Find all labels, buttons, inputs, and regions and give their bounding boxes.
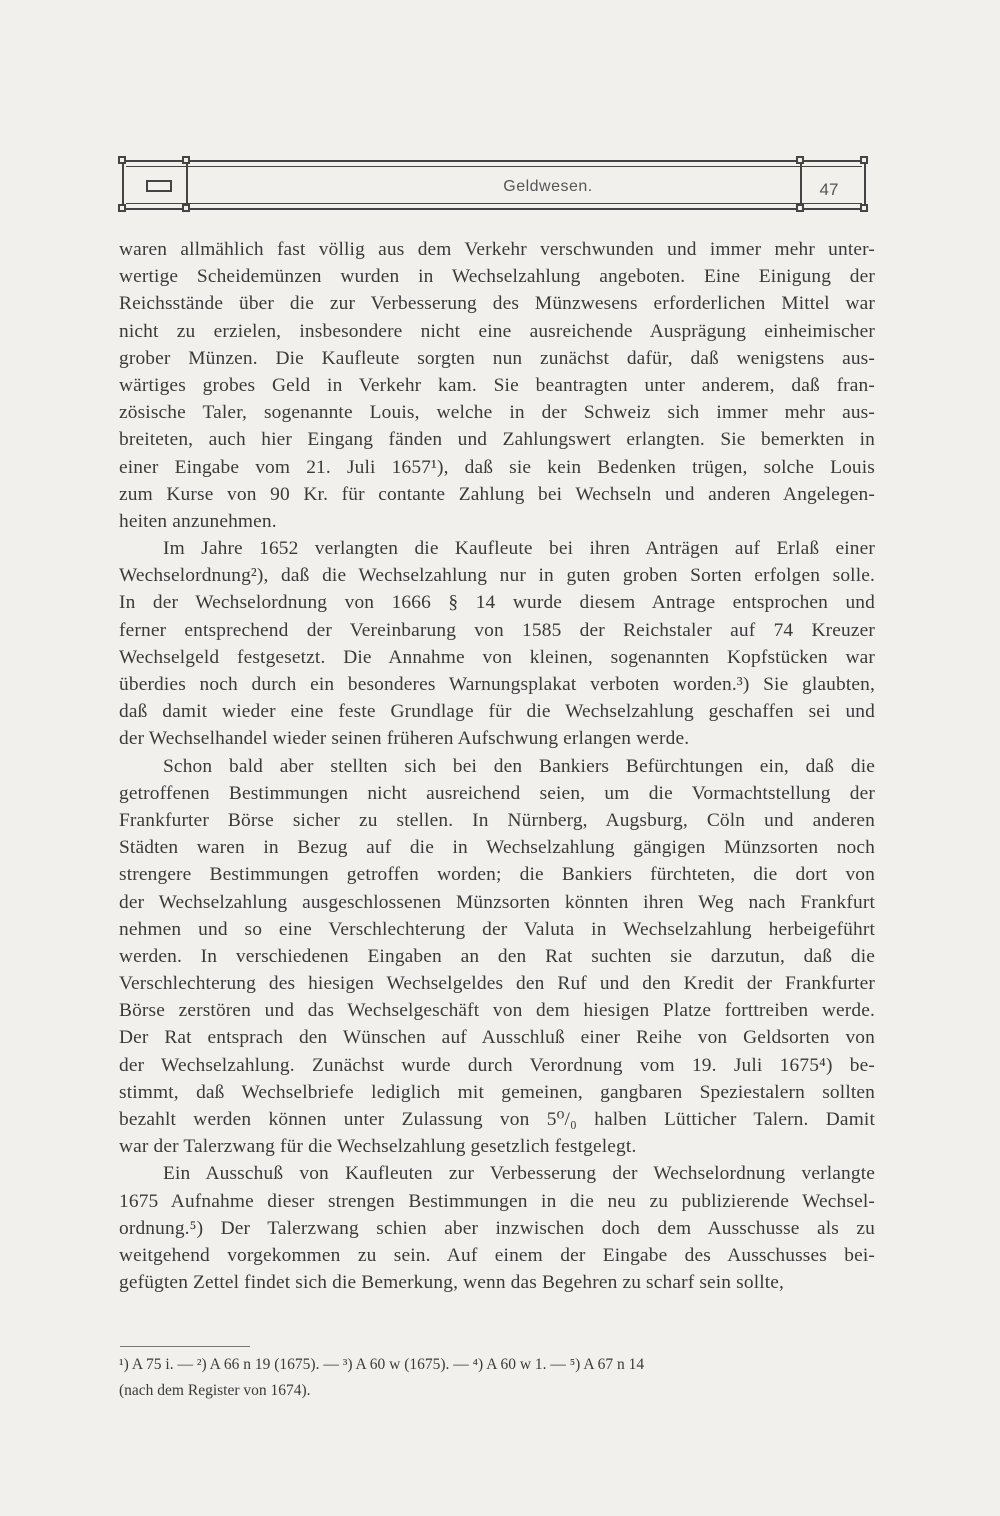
text-line: In der Wechselordnung von 1666 § 14 wurde diesem Antrage entsprochen und — [119, 592, 875, 614]
text-line: Börse zerstören und das Wechselgeschäft von dem hiesigen Platze forttreiben werde. — [119, 1000, 875, 1022]
text-line: der Wechselzahlung ausgeschlossenen Münzsorten könnten ihren Weg nach Frankfurt — [119, 891, 875, 913]
page-number: 47 — [819, 180, 839, 199]
text-line: gefügten Zettel findet sich die Bemerkung, wenn das Begehren zu scharf sein sollte, — [119, 1272, 785, 1294]
text-line: nicht zu erzielen, insbesondere nicht eine ausreichende Ausprägung einheimischer — [119, 320, 875, 342]
text-line: Wechselordnung²), daß die Wechselzahlung nur in guten groben Sorten erfolgen solle. — [119, 565, 875, 587]
text-line: stimmt, daß Wechselbriefe lediglich mit gemeinen, gangbaren Speziestalern sollten — [119, 1081, 875, 1103]
footnote-line: ¹) A 75 i. — ²) A 66 n 19 (1675). — ³) A 60 w (1675). — ⁴) A 60 w 1. — ⁵) A 67 n 14 — [119, 1356, 645, 1373]
header-left-divider — [186, 160, 188, 210]
text-line: werden. In verschiedenen Eingaben an den Rat suchten sie darzutun, daß die — [119, 945, 875, 967]
text-line: wertige Scheidemünzen wurden in Wechselzahlung angeboten. Eine Einigung der — [119, 266, 875, 288]
text-line: Wechselgeld festgesetzt. Die Annahme von kleinen, sogenannten Kopfstücken war — [119, 646, 875, 668]
text-line: Im Jahre 1652 verlangten die Kaufleute bei ihren Anträgen auf Erlaß einer — [163, 538, 875, 560]
text-line: Der Rat entsprach den Wünschen auf Ausschluß einer Reihe von Geldsorten von — [119, 1027, 875, 1049]
header-title: Geldwesen. — [503, 178, 593, 195]
header-corner-node — [860, 204, 868, 212]
header-corner-node — [860, 156, 868, 164]
rectangle-ornament-icon — [146, 180, 172, 192]
header-corner-node — [796, 156, 804, 164]
text-line: nehmen und so eine Verschlechterung der Valuta in Wechselzahlung herbeigeführt — [119, 918, 875, 940]
header-left-edge — [122, 160, 124, 210]
header-top-rule — [122, 160, 866, 162]
text-line: daß damit wieder eine feste Grundlage für die Wechselzahlung geschaffen sei und — [119, 701, 875, 723]
footnotes — [119, 1352, 879, 1404]
text-line: Ein Ausschuß von Kaufleuten zur Verbesserung der Wechselordnung verlangte — [163, 1163, 875, 1185]
text-line: Verschlechterung des hiesigen Wechselgeldes den Ruf und den Kredit der Frankfurter — [119, 973, 875, 995]
footnote-rule — [120, 1346, 250, 1347]
paragraph — [119, 535, 875, 753]
header-inner-bottom-rule — [126, 203, 862, 204]
header-corner-node — [118, 204, 126, 212]
running-header — [118, 156, 870, 218]
text-line: zösische Taler, sogenannte Louis, welche in der Schweiz sich immer mehr aus- — [119, 402, 875, 424]
text-line: war der Talerzwang für die Wechselzahlung gesetzlich festgelegt. — [119, 1136, 637, 1158]
header-corner-node — [182, 156, 190, 164]
text-line: Schon bald aber stellten sich bei den Bankiers Befürchtungen ein, daß die — [163, 755, 875, 777]
text-line: Reichsstände über die zur Verbesserung des Münzwesens erforderlichen Mittel war — [119, 293, 875, 315]
text-line: überdies noch durch ein besonderes Warnungsplakat verboten worden.³) Sie glaubten, — [119, 674, 875, 695]
text-line: Frankfurter Börse sicher zu stellen. In Nürnberg, Augsburg, Cöln und anderen — [119, 809, 875, 831]
text-line: zum Kurse von 90 Kr. für contante Zahlung bei Wechseln und anderen Angelegen- — [119, 483, 875, 505]
text-line: ordnung.⁵) Der Talerzwang schien aber inzwischen doch dem Ausschusse als zu — [119, 1217, 875, 1239]
header-right-edge — [864, 160, 866, 210]
header-corner-node — [182, 204, 190, 212]
header-inner-top-rule — [126, 166, 862, 167]
text-line: breiteten, auch hier Eingang fänden und Zahlungswert erlangten. Sie bemerkten in — [119, 429, 875, 451]
header-bottom-rule — [122, 208, 866, 210]
text-line: einer Eingabe vom 21. Juli 1657¹), daß sie kein Bedenken trügen, solche Louis — [119, 456, 875, 478]
text-line: strengere Bestimmungen getroffen worden; die Bankiers fürchteten, die dort von — [119, 864, 875, 886]
header-right-divider — [800, 160, 802, 210]
paragraph — [119, 1160, 875, 1296]
header-corner-node — [118, 156, 126, 164]
text-line: der Wechselzahlung. Zunächst wurde durch Verordnung vom 19. Juli 1675⁴) be- — [119, 1054, 875, 1076]
text-line: 1675 Aufnahme dieser strengen Bestimmungen in die neu zu publizierende Wechsel- — [119, 1190, 875, 1212]
paragraph — [119, 753, 875, 1161]
text-line: getroffenen Bestimmungen nicht ausreichend seien, um die Vormachtstellung der — [119, 782, 875, 804]
paragraph — [119, 236, 875, 535]
text-line: ferner entsprechend der Vereinbarung von 1585 der Reichstaler auf 74 Kreuzer — [119, 619, 875, 641]
text-line: waren allmählich fast völlig aus dem Verkehr verschwunden und immer mehr unter- — [119, 239, 875, 260]
text-line: heiten anzunehmen. — [119, 510, 277, 532]
text-line: Städten waren in Bezug auf die in Wechselzahlung gängigen Münzsorten noch — [119, 837, 875, 859]
text-line: grober Münzen. Die Kaufleute sorgten nun zunächst dafür, daß wenigstens aus- — [119, 347, 875, 369]
text-line: der Wechselhandel wieder seinen früheren Aufschwung erlangen werde. — [119, 728, 690, 750]
body-text — [119, 236, 875, 1296]
header-corner-node — [796, 204, 804, 212]
footnote-line: (nach dem Register von 1674). — [119, 1382, 311, 1399]
text-line: weitgehend vorgekommen zu sein. Auf einem der Eingabe des Ausschusses bei- — [119, 1244, 875, 1266]
text-line: wärtiges grobes Geld in Verkehr kam. Sie beantragten unter anderem, daß fran- — [119, 374, 875, 396]
text-line: bezahlt werden können unter Zulassung von 5⁰/₀ halben Lütticher Talern. Damit — [119, 1109, 875, 1130]
